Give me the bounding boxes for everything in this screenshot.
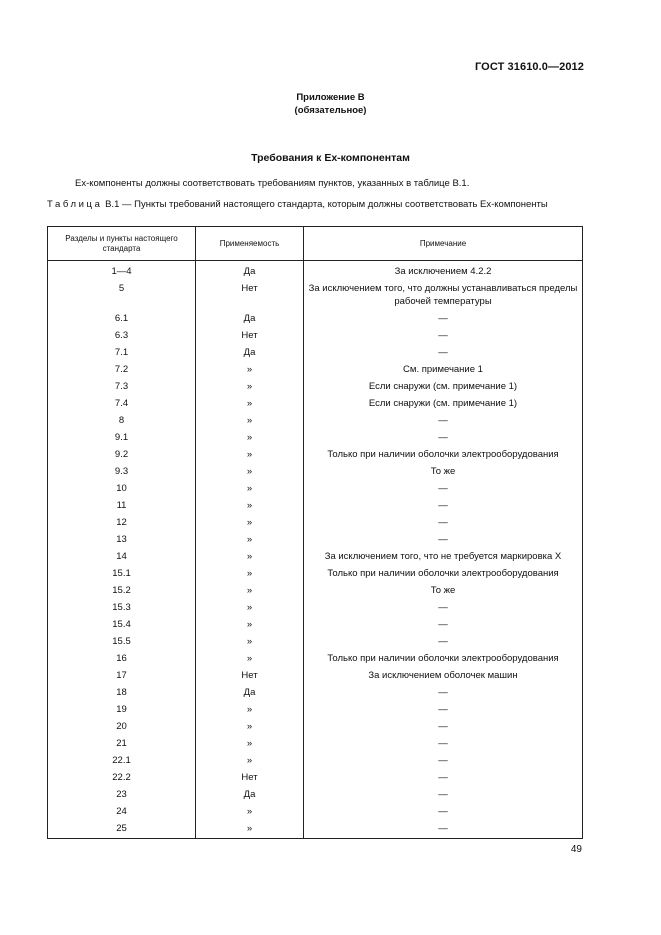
cell-note: — xyxy=(304,344,583,361)
cell-note: Только при наличии оболочки электрооборудования xyxy=(304,446,583,463)
table-row xyxy=(48,361,583,378)
cell-section: 21 xyxy=(48,735,196,752)
cell-note: — xyxy=(304,820,583,839)
cell-note: Только при наличии оболочки электрооборудования xyxy=(304,650,583,667)
cell-section: 13 xyxy=(48,531,196,548)
header-applicability: Применяемость xyxy=(196,227,304,261)
cell-applicability: » xyxy=(196,565,304,582)
cell-section: 24 xyxy=(48,803,196,820)
cell-note: — xyxy=(304,480,583,497)
cell-note: — xyxy=(304,701,583,718)
cell-section: 25 xyxy=(48,820,196,839)
table-row xyxy=(48,463,583,480)
cell-section: 15.3 xyxy=(48,599,196,616)
table-caption-prefix: Таблица xyxy=(47,199,103,210)
cell-section: 5 xyxy=(48,280,196,310)
cell-section: 17 xyxy=(48,667,196,684)
cell-applicability: » xyxy=(196,582,304,599)
cell-note: — xyxy=(304,327,583,344)
table-row xyxy=(48,327,583,344)
cell-applicability: » xyxy=(196,412,304,429)
cell-section: 7.3 xyxy=(48,378,196,395)
table-row xyxy=(48,497,583,514)
cell-note: Если снаружи (см. примечание 1) xyxy=(304,395,583,412)
cell-section: 6.1 xyxy=(48,310,196,327)
cell-applicability: » xyxy=(196,378,304,395)
cell-section: 8 xyxy=(48,412,196,429)
table-row xyxy=(48,803,583,820)
cell-section: 14 xyxy=(48,548,196,565)
cell-note: — xyxy=(304,616,583,633)
cell-applicability: » xyxy=(196,616,304,633)
cell-applicability: » xyxy=(196,514,304,531)
cell-note: — xyxy=(304,769,583,786)
cell-applicability: » xyxy=(196,599,304,616)
table-row xyxy=(48,684,583,701)
cell-section: 11 xyxy=(48,497,196,514)
cell-section: 22.1 xyxy=(48,752,196,769)
table-row xyxy=(48,395,583,412)
table-row xyxy=(48,786,583,803)
cell-note: — xyxy=(304,684,583,701)
cell-section: 23 xyxy=(48,786,196,803)
cell-applicability: » xyxy=(196,497,304,514)
table-row xyxy=(48,378,583,395)
table-row xyxy=(48,565,583,582)
cell-note: — xyxy=(304,786,583,803)
cell-applicability: » xyxy=(196,820,304,839)
cell-applicability: Нет xyxy=(196,327,304,344)
appendix-title: Приложение В xyxy=(296,92,365,103)
cell-applicability: » xyxy=(196,361,304,378)
cell-applicability: » xyxy=(196,395,304,412)
table-row xyxy=(48,820,583,839)
cell-applicability: » xyxy=(196,633,304,650)
table-row xyxy=(48,599,583,616)
cell-section: 18 xyxy=(48,684,196,701)
cell-section: 19 xyxy=(48,701,196,718)
cell-section: 15.1 xyxy=(48,565,196,582)
cell-note: За исключением оболочек машин xyxy=(304,667,583,684)
cell-note: За исключением того, что должны устанавливаться пределы рабочей температуры xyxy=(304,280,583,310)
cell-note: Только при наличии оболочки электрооборудования xyxy=(304,565,583,582)
section-title: Требования к Ex-компонентам xyxy=(251,152,410,164)
cell-applicability: Да xyxy=(196,344,304,361)
cell-note: Если снаружи (см. примечание 1) xyxy=(304,378,583,395)
cell-section: 7.4 xyxy=(48,395,196,412)
cell-note: — xyxy=(304,429,583,446)
cell-note: — xyxy=(304,497,583,514)
cell-applicability: » xyxy=(196,735,304,752)
table-row xyxy=(48,514,583,531)
cell-applicability: » xyxy=(196,446,304,463)
table-row xyxy=(48,531,583,548)
cell-note: За исключением 4.2.2 xyxy=(304,261,583,281)
cell-note: То же xyxy=(304,582,583,599)
cell-applicability: » xyxy=(196,531,304,548)
table-row xyxy=(48,480,583,497)
table-row xyxy=(48,650,583,667)
cell-section: 12 xyxy=(48,514,196,531)
cell-applicability: » xyxy=(196,701,304,718)
cell-note: — xyxy=(304,514,583,531)
cell-note: — xyxy=(304,633,583,650)
cell-applicability: » xyxy=(196,548,304,565)
table-row xyxy=(48,344,583,361)
page-number: 49 xyxy=(570,844,582,855)
header-note: Примечание xyxy=(304,227,583,261)
cell-note: — xyxy=(304,752,583,769)
cell-applicability: » xyxy=(196,480,304,497)
cell-section: 7.2 xyxy=(48,361,196,378)
header-sections: Разделы и пункты настоящего стандарта xyxy=(48,227,196,261)
table-row xyxy=(48,412,583,429)
table-row xyxy=(48,280,583,310)
cell-note: — xyxy=(304,310,583,327)
table-row xyxy=(48,548,583,565)
cell-applicability: » xyxy=(196,463,304,480)
cell-section: 20 xyxy=(48,718,196,735)
appendix-status: (обязательное) xyxy=(294,105,367,116)
appendix-heading xyxy=(0,91,661,117)
table-body xyxy=(48,261,583,839)
table-row xyxy=(48,261,583,281)
table-row xyxy=(48,582,583,599)
table-row xyxy=(48,616,583,633)
table-row xyxy=(48,310,583,327)
table-row xyxy=(48,735,583,752)
cell-section: 6.3 xyxy=(48,327,196,344)
cell-section: 1—4 xyxy=(48,261,196,281)
cell-note: — xyxy=(304,599,583,616)
cell-applicability: » xyxy=(196,650,304,667)
cell-note: — xyxy=(304,718,583,735)
table-row xyxy=(48,718,583,735)
cell-applicability: » xyxy=(196,718,304,735)
cell-note: То же xyxy=(304,463,583,480)
cell-applicability: Да xyxy=(196,310,304,327)
cell-section: 15.5 xyxy=(48,633,196,650)
cell-section: 16 xyxy=(48,650,196,667)
cell-section: 15.2 xyxy=(48,582,196,599)
requirements-table xyxy=(47,226,583,839)
table-row xyxy=(48,752,583,769)
cell-note: — xyxy=(304,803,583,820)
table-row xyxy=(48,429,583,446)
table-row xyxy=(48,446,583,463)
cell-note: — xyxy=(304,531,583,548)
cell-section: 7.1 xyxy=(48,344,196,361)
cell-applicability: Да xyxy=(196,261,304,281)
cell-section: 9.1 xyxy=(48,429,196,446)
table-row xyxy=(48,701,583,718)
cell-applicability: Нет xyxy=(196,769,304,786)
cell-section: 15.4 xyxy=(48,616,196,633)
cell-section: 22.2 xyxy=(48,769,196,786)
cell-note: — xyxy=(304,735,583,752)
table-caption-text: В.1 — Пункты требований настоящего стандарта, которым должны соответствовать Ex-компоненты xyxy=(102,199,548,210)
intro-paragraph: Ex-компоненты должны соответствовать требованиям пунктов, указанных в таблице В.1. xyxy=(75,178,470,189)
cell-note: См. примечание 1 xyxy=(304,361,583,378)
cell-applicability: Нет xyxy=(196,667,304,684)
table-caption xyxy=(47,199,548,210)
table-row xyxy=(48,633,583,650)
cell-applicability: » xyxy=(196,803,304,820)
cell-section: 9.2 xyxy=(48,446,196,463)
document-code: ГОСТ 31610.0—2012 xyxy=(474,61,584,73)
cell-note: — xyxy=(304,412,583,429)
table-row xyxy=(48,769,583,786)
cell-applicability: Да xyxy=(196,684,304,701)
cell-section: 9.3 xyxy=(48,463,196,480)
cell-applicability: Да xyxy=(196,786,304,803)
cell-applicability: » xyxy=(196,752,304,769)
cell-applicability: Нет xyxy=(196,280,304,310)
table-header-row xyxy=(48,227,583,261)
table-row xyxy=(48,667,583,684)
cell-note: За исключением того, что не требуется маркировка X xyxy=(304,548,583,565)
cell-applicability: » xyxy=(196,429,304,446)
cell-section: 10 xyxy=(48,480,196,497)
